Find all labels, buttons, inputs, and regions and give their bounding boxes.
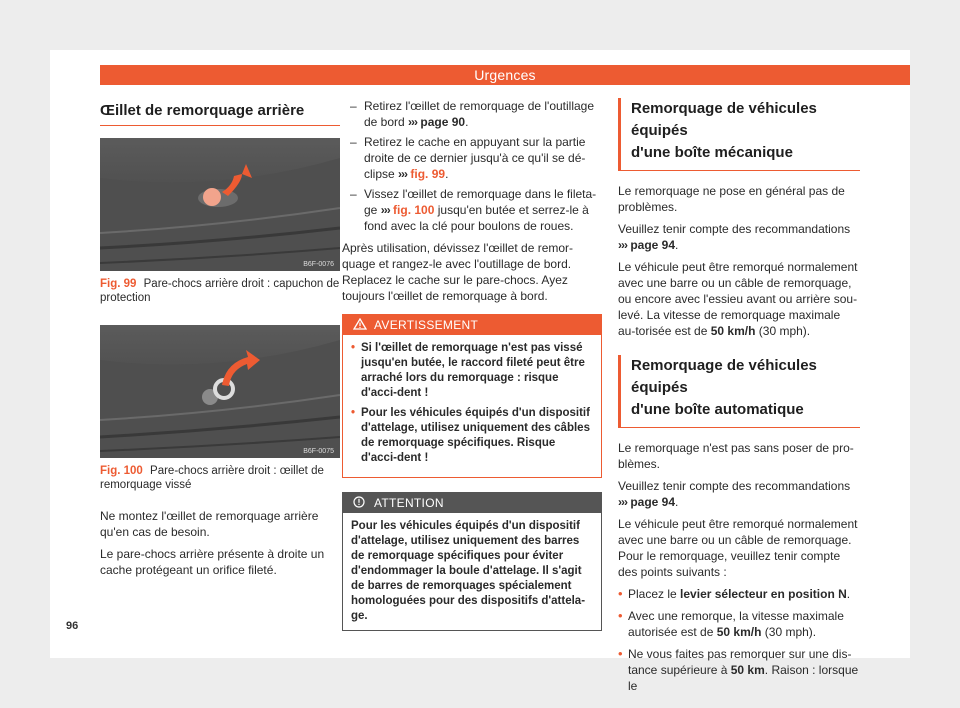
bullet-item: [618, 608, 860, 640]
arrow-ref-icon: ›››: [380, 203, 390, 217]
bullet-item: • Placez le levier sélecteur en position N.: [618, 586, 860, 602]
warning-item: • Si l'œillet de remorquage n'est pas vissé jusqu'en butée, le raccord fileté peut être arraché lors du remorquage : risque d'acci-dent !: [351, 341, 593, 401]
column-right: [618, 98, 860, 700]
paragraph: [618, 259, 860, 339]
list-item: – Retirez l'œillet de remorquage de l'outillage de bord ››› page 90.: [342, 98, 602, 130]
title-line: Remorquage de véhicules équipés: [631, 100, 817, 139]
attention-text: Pour les véhicules équipés d'un dispositif d'attelage, utilisez uniquement des barres de remorquage spécifiques pour éviter d'endommager la boule d'attelage. Il s'agit de barres de remorquages spécialement homologuées pour des dispositifs d'attela-ge.: [351, 520, 586, 622]
figure-caption: [100, 277, 340, 305]
figure-caption: [100, 464, 340, 492]
steps-list: [342, 98, 602, 234]
title-line: Remorquage de véhicules équipés: [631, 357, 817, 396]
bullet-bold: levier sélecteur en position N: [680, 587, 847, 601]
paragraph: Veuillez tenir compte des recommandations ››› page 94.: [618, 479, 851, 509]
figure-reference-link[interactable]: fig. 99: [410, 167, 446, 181]
bullet-text: Ne vous faites pas remorquer sur une dis-tance supérieure à: [628, 647, 852, 677]
figure-number: Fig. 99: [100, 278, 137, 290]
towing-eye-illustration: [100, 325, 340, 458]
section-title-automatic-gearbox: [618, 355, 860, 428]
page-reference-link[interactable]: page 94: [630, 238, 676, 252]
figure-code: B6F-0075: [303, 448, 334, 455]
title-line: d'une boîte mécanique: [631, 144, 793, 161]
figure-caption-text: Pare-chocs arrière droit : capuchon de protection: [100, 278, 340, 304]
title-line: d'une boîte automatique: [631, 401, 804, 418]
paragraph: Le véhicule peut être remorqué normalement avec une barre ou un câble de remorquage. Pour le remorquage, veuillez tenir compte des points suivants :: [618, 517, 858, 579]
paragraph: Le remorquage ne pose en général pas de problèmes.: [618, 184, 845, 214]
column-middle: [342, 98, 602, 631]
step-text: Retirez le cache en appuyant sur la partie droite de ce dernier jusqu'à ce qu'il se dé-clipse: [364, 135, 586, 181]
info-circle-icon: [353, 496, 365, 508]
arrow-ref-icon: ›››: [618, 495, 627, 509]
arrow-ref-icon: ›››: [398, 167, 408, 181]
page-reference-link[interactable]: page 94: [630, 495, 676, 509]
bullet-text: (30 mph).: [764, 625, 817, 639]
bumper-cap-image: [100, 138, 340, 271]
figure-reference-link[interactable]: fig. 100: [393, 203, 435, 217]
figure-code: B6F-0076: [303, 261, 334, 268]
chapter-header: Urgences: [100, 65, 910, 85]
warning-header: [343, 315, 601, 335]
paragraph: Le remorquage n'est pas sans poser de pro-blèmes.: [618, 441, 854, 471]
bullet-item: [618, 646, 860, 694]
paragraph: Veuillez tenir compte des recommandations ››› page 94.: [618, 222, 851, 252]
arrow-ref-icon: ›››: [618, 238, 627, 252]
speed-value: 50 km/h: [710, 324, 756, 338]
column-left: [100, 98, 340, 584]
paragraph-text: Le véhicule peut être remorqué normalement avec une barre ou un câble de remorquage, ou encore avec l'essieu avant ou arrière sou-levé. La vitesse de remorquage maximale au-torisée est de: [618, 260, 858, 338]
step-text: jusqu'en butée et serrez-le à fond avec la clé pour boulons de roues.: [364, 203, 589, 233]
paragraph: Ne montez l'œillet de remorquage arrière qu'en cas de besoin.: [100, 509, 319, 539]
figure-99: [100, 138, 340, 305]
figure-number: Fig. 100: [100, 465, 143, 477]
bumper-cap-illustration: [100, 138, 340, 271]
paragraph-text: Veuillez tenir compte des recommandations: [618, 222, 851, 236]
warning-item: • Pour les véhicules équipés d'un dispositif d'attelage, utilisez uniquement des câbles de remorquage spécifiques. Risque d'acci-dent !: [351, 406, 593, 466]
figure-caption-text: Pare-chocs arrière droit : œillet de remorquage vissé: [100, 465, 324, 491]
paragraph-text: (30 mph).: [758, 324, 811, 338]
towing-eye-image: [100, 325, 340, 458]
section-title-manual-gearbox: [618, 98, 860, 171]
attention-title: ATTENTION: [373, 496, 444, 510]
figure-100: [100, 325, 340, 492]
step-text: Vissez l'œillet de remorquage dans le fileta-ge: [364, 187, 597, 217]
warning-triangle-icon: [353, 318, 367, 330]
paragraph-text: Veuillez tenir compte des recommandations: [618, 479, 851, 493]
bullet-text: Placez le: [628, 587, 677, 601]
section-title-rear-towing-eye: Œillet de remorquage arrière: [100, 98, 340, 126]
attention-box: [342, 492, 602, 631]
attention-header: [343, 493, 601, 513]
page-number: 96: [66, 620, 79, 632]
arrow-ref-icon: ›››: [408, 115, 418, 129]
manual-page: [50, 50, 910, 693]
bullet-text: . Raison : lorsque le: [628, 663, 859, 693]
paragraph: Le pare-chocs arrière présente à droite un cache protégeant un orifice fileté.: [100, 547, 325, 577]
warning-box: [342, 314, 602, 478]
step-text: Retirez l'œillet de remorquage de l'outillage de bord: [364, 99, 595, 129]
list-item: – Retirez le cache en appuyant sur la partie droite de ce dernier jusqu'à ce qu'il se dé-clipse ››› fig. 99.: [342, 134, 602, 182]
bullet-bold: 50 km/h: [716, 625, 762, 639]
bullet-text: Avec une remorque, la vitesse maximale autorisée est de: [628, 609, 844, 639]
paragraph: Après utilisation, dévissez l'œillet de remor-quage et rangez-le avec l'outillage de bord. Replacez le cache sur le pare-chocs. Ayez toujours l'œillet de remorquage à bord.: [342, 241, 574, 303]
list-item: [342, 186, 602, 234]
page-reference-link[interactable]: page 90: [420, 115, 466, 129]
warning-title: AVERTISSEMENT: [373, 318, 479, 332]
bullet-bold: 50 km: [730, 663, 765, 677]
